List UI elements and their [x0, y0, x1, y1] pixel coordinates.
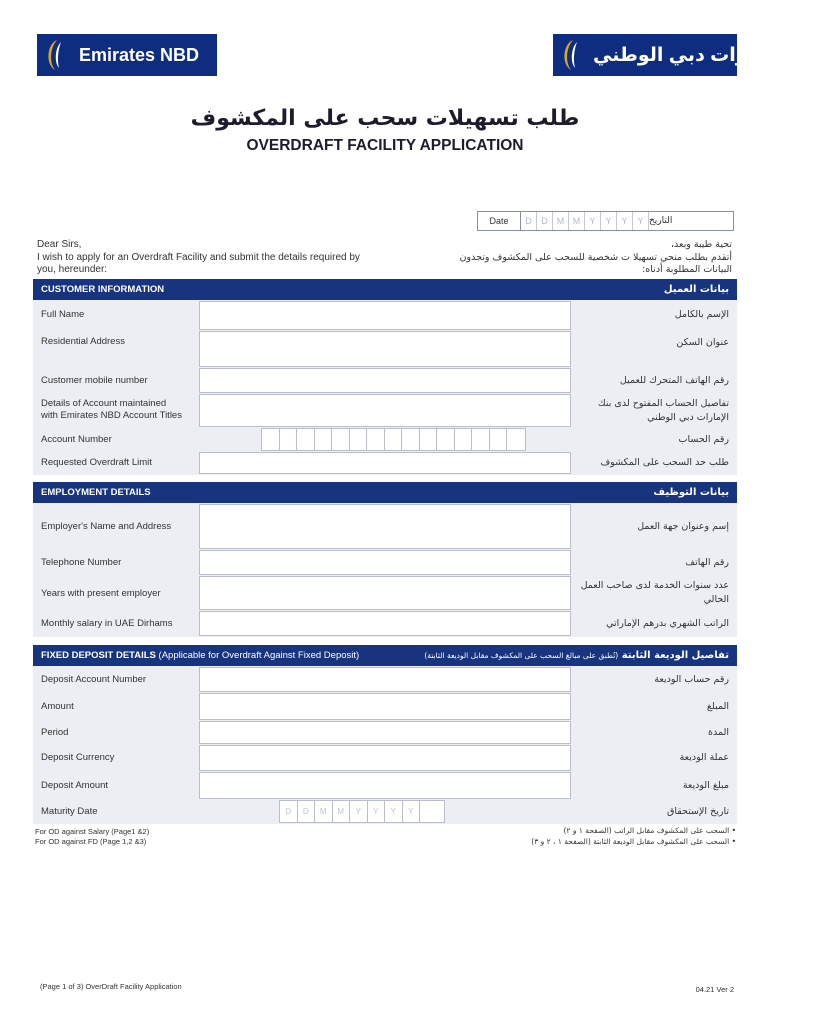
- telephone-field[interactable]: [199, 550, 571, 575]
- section-subtitle: (Applicable for Overdraft Against Fixed Deposit): [158, 650, 360, 661]
- logo-text-ar: بنك الإمارات دبي الوطني: [593, 44, 824, 66]
- maturity-date-label-ar: تاريخ الإستحقاق: [666, 806, 729, 817]
- section-title-ar: بيانات العميل: [663, 284, 729, 295]
- deposit-currency-row: [33, 745, 737, 772]
- intro-line-ar: تحية طيبة وبعد،: [670, 239, 732, 250]
- deposit-currency-label: Deposit Currency: [41, 752, 115, 763]
- residential-address-field[interactable]: [199, 331, 571, 367]
- employment-details-header: [33, 482, 737, 503]
- customer-information-section: [33, 300, 737, 475]
- date-cell[interactable]: M: [569, 212, 585, 230]
- mobile-label-ar: رقم الهاتف المتحرك للعميل: [619, 375, 729, 386]
- account-details-row: [33, 394, 737, 428]
- account-details-label-ar-line: تفاصيل الحساب المفتوح لدى بنك: [597, 398, 729, 409]
- date-cell[interactable]: D: [537, 212, 553, 230]
- date-cell[interactable]: Y: [617, 212, 633, 230]
- date-label-ar: التاريخ: [649, 216, 673, 226]
- monthly-salary-label: Monthly salary in UAE Dirhams: [41, 618, 173, 629]
- account-details-label-ar-line: الإمارات دبي الوطني: [647, 412, 729, 423]
- date-cell[interactable]: Y: [585, 212, 601, 230]
- deposit-currency-field[interactable]: [199, 745, 571, 771]
- page-notes: [35, 827, 149, 847]
- deposit-amount-label: Deposit Amount: [41, 780, 109, 791]
- emirates-nbd-logo-ar: [553, 34, 824, 76]
- maturity-date-cell[interactable]: D: [280, 801, 298, 822]
- monthly-salary-label-ar: الراتب الشهري بدرهم الإماراتي: [606, 618, 729, 629]
- period-field[interactable]: [199, 721, 571, 744]
- maturity-date-cell[interactable]: D: [298, 801, 316, 822]
- section-title-text: FIXED DEPOSIT DETAILS: [41, 650, 156, 661]
- account-details-label-line: with Emirates NBD Account Titles: [41, 410, 182, 421]
- page-title-ar: طلب تسهيلات سحب على المكشوف: [190, 106, 580, 131]
- customer-information-header: [33, 279, 737, 300]
- full-name-field[interactable]: [199, 301, 571, 330]
- fixed-deposit-header: [33, 645, 737, 666]
- mobile-row: [33, 368, 737, 394]
- intro-line: you, hereunder:: [37, 264, 108, 275]
- period-row: [33, 721, 737, 745]
- account-number-label: Account Number: [41, 434, 112, 445]
- emirates-nbd-emblem-icon: [553, 34, 589, 76]
- fixed-deposit-section: [33, 666, 737, 824]
- emirates-nbd-logo-en: [37, 34, 217, 76]
- requested-limit-row: [33, 452, 737, 475]
- maturity-date-cell[interactable]: Y: [368, 801, 386, 822]
- maturity-date-label: Maturity Date: [41, 806, 98, 817]
- account-details-label-line: Details of Account maintained: [41, 398, 167, 409]
- requested-limit-label-ar: طلب حد السحب على المكشوف: [600, 457, 729, 468]
- employment-details-section: [33, 503, 737, 637]
- maturity-date-cell[interactable]: Y: [385, 801, 403, 822]
- telephone-row: [33, 550, 737, 576]
- employer-field[interactable]: [199, 504, 571, 549]
- employer-row: [33, 503, 737, 550]
- full-name-row: [33, 300, 737, 331]
- maturity-date-field[interactable]: [279, 800, 445, 823]
- deposit-amount-field[interactable]: [199, 772, 571, 799]
- section-title: EMPLOYMENT DETAILS: [41, 487, 151, 498]
- section-subtitle-ar: (تُطبق على مبالغ السحب على المكشوف مقابل الوديعة الثابتة): [424, 651, 619, 660]
- period-label: Period: [41, 727, 69, 738]
- period-label-ar: المدة: [708, 727, 729, 738]
- section-title-ar: [424, 650, 729, 661]
- maturity-date-cell[interactable]: Y: [403, 801, 421, 822]
- intro-line-ar: أتقدم بطلب منحي تسهيلا ت شخصية للسحب على المكشوف وتجدون: [459, 251, 732, 263]
- deposit-account-field[interactable]: [199, 667, 571, 692]
- residential-address-label-ar: عنوان السكن: [676, 337, 729, 348]
- requested-limit-field[interactable]: [199, 452, 571, 474]
- years-employer-label-ar: [581, 579, 729, 607]
- full-name-label: Full Name: [41, 309, 85, 320]
- full-name-label-ar: الإسم بالكامل: [674, 309, 729, 320]
- note-line: For OD against FD (Page 1,2 &3): [35, 837, 147, 846]
- intro-line-ar: البيانات المطلوبة أدناه:: [642, 264, 732, 275]
- years-employer-label: Years with present employer: [41, 588, 161, 599]
- deposit-amount-row: [33, 772, 737, 800]
- amount-label-ar: المبلغ: [706, 701, 729, 712]
- date-cell[interactable]: Y: [601, 212, 617, 230]
- account-details-label-ar: [598, 397, 729, 425]
- emirates-nbd-emblem-icon: [37, 34, 73, 76]
- date-label: Date: [478, 212, 521, 230]
- maturity-date-row: [33, 800, 737, 824]
- footer-page-label: (Page 1 of 3) OverDraft Facility Application: [40, 982, 182, 991]
- account-details-field[interactable]: [199, 394, 571, 427]
- date-field[interactable]: [477, 211, 734, 231]
- telephone-label: Telephone Number: [41, 557, 122, 568]
- intro-line: I wish to apply for an Overdraft Facility and submit the details required by: [37, 251, 360, 263]
- note-line-ar: • السحب على المكشوف مقابل الوديعة الثابتة (الصفحة ١ ، ٢ و ٣): [420, 837, 736, 848]
- deposit-amount-label-ar: مبلغ الوديعة: [682, 780, 729, 791]
- date-cell[interactable]: D: [521, 212, 537, 230]
- years-employer-row: [33, 576, 737, 611]
- amount-label: Amount: [41, 701, 74, 712]
- employer-label-ar: إسم وعنوان جهة العمل: [637, 521, 729, 532]
- section-title: CUSTOMER INFORMATION: [41, 284, 165, 295]
- section-title: [41, 650, 359, 661]
- page-title: OVERDRAFT FACILITY APPLICATION: [246, 137, 524, 154]
- amount-row: [33, 693, 737, 721]
- intro-line: Dear Sirs,: [37, 239, 82, 250]
- deposit-account-label-ar: رقم حساب الوديعة: [654, 674, 729, 685]
- date-cell[interactable]: Y: [633, 212, 649, 230]
- residential-address-row: [33, 331, 737, 368]
- amount-field[interactable]: [199, 693, 571, 720]
- mobile-field[interactable]: [199, 368, 571, 393]
- deposit-account-row: [33, 666, 737, 693]
- page-notes-ar: [420, 826, 736, 847]
- footer-version: 04.21 Ver 2: [695, 985, 734, 994]
- telephone-label-ar: رقم الهاتف: [685, 557, 729, 568]
- note-line: For OD against Salary (Page1 &2): [35, 827, 150, 836]
- section-title-ar: بيانات التوظيف: [653, 487, 729, 498]
- logo-text-en: Emirates NBD: [79, 44, 200, 65]
- mobile-label: Customer mobile number: [41, 375, 148, 386]
- account-details-label: [41, 398, 182, 422]
- requested-limit-label: Requested Overdraft Limit: [41, 457, 152, 468]
- residential-address-label: Residential Address: [41, 336, 125, 347]
- deposit-currency-label-ar: عملة الوديعة: [679, 752, 729, 763]
- maturity-date-cell[interactable]: M: [333, 801, 351, 822]
- intro-text: [37, 239, 407, 277]
- years-employer-field[interactable]: [199, 576, 571, 610]
- years-employer-label-ar-line: عدد سنوات الخدمة لدى صاحب العمل: [580, 580, 729, 591]
- years-employer-label-ar-line: الحالي: [703, 594, 729, 605]
- account-number-label-ar: رقم الحساب: [678, 434, 729, 445]
- maturity-date-cell[interactable]: M: [315, 801, 333, 822]
- account-number-field[interactable]: [261, 428, 526, 451]
- account-number-row: [33, 428, 737, 452]
- maturity-date-cell[interactable]: Y: [350, 801, 368, 822]
- intro-text-ar: [420, 239, 732, 277]
- note-line-ar: • السحب على المكشوف مقابل الراتب (الصفحة ١ و ٢): [420, 826, 736, 837]
- monthly-salary-row: [33, 611, 737, 637]
- date-cell[interactable]: M: [553, 212, 569, 230]
- deposit-account-label: Deposit Account Number: [41, 674, 147, 685]
- section-title-ar-text: تفاصيل الوديعة الثابتة: [621, 650, 729, 661]
- monthly-salary-field[interactable]: [199, 611, 571, 636]
- employer-label: Employer's Name and Address: [41, 521, 172, 532]
